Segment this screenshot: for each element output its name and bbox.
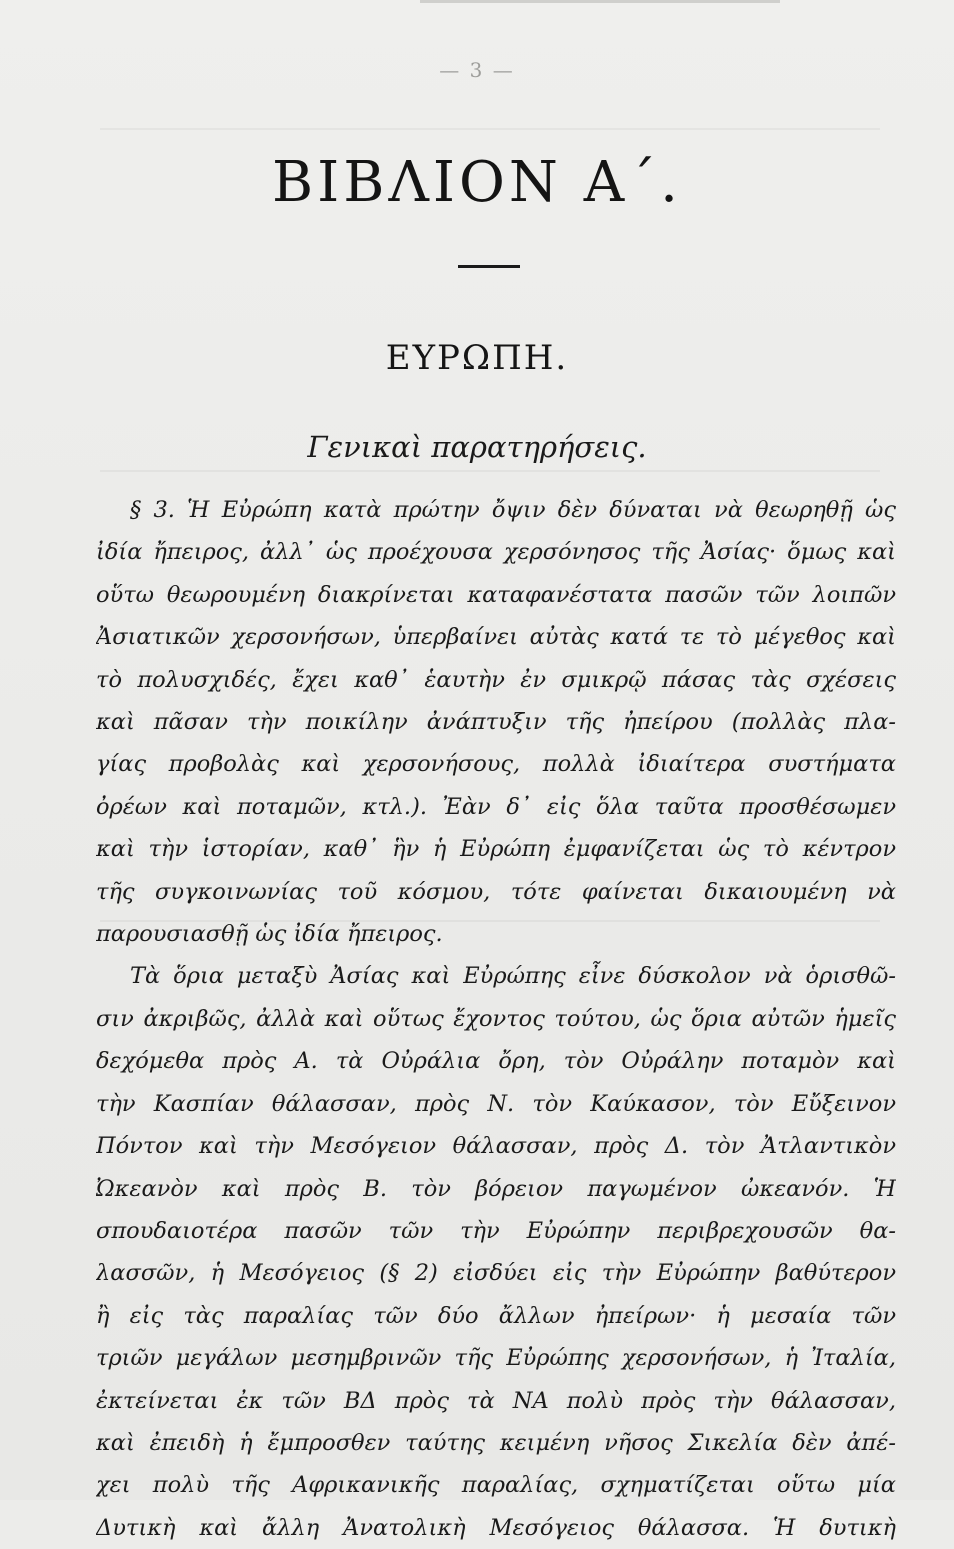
text-line: καὶ τὴν ἱστορίαν, καθ᾽ ἣν ἡ Εὐρώπη ἐμφανίζεται ὡς τὸ κέντρον bbox=[96, 836, 896, 863]
text-line: χει πολὺ τῆς Αφρικανικῆς παραλίας, σχηματίζεται οὕτω μία bbox=[96, 1472, 896, 1499]
text-line: Ἀσιατικῶν χερσονήσων, ὑπερβαίνει αὐτὰς κατά τε τὸ μέγεθος καὶ bbox=[96, 624, 896, 651]
body-text bbox=[96, 489, 896, 1549]
page-top-edge bbox=[420, 0, 780, 3]
text-line: καὶ ἐπειδὴ ἡ ἔμπροσθεν ταύτης κειμένη νῆσος Σικελία δὲν ἀπέ- bbox=[96, 1429, 896, 1456]
text-line: ἐκτείνεται ἐκ τῶν ΒΔ πρὸς τὰ ΝΑ πολὺ πρὸς τὴν θάλασσαν, bbox=[96, 1387, 896, 1414]
text-line: Τὰ ὅρια μεταξὺ Ἀσίας καὶ Εὐρώπης εἶνε δύσκολον νὰ ὁρισθῶ- bbox=[130, 963, 896, 990]
section-title: ΕΥΡΩΠΗ. bbox=[385, 338, 569, 378]
section-subtitle: Γενικαὶ παρατηρήσεις. bbox=[307, 430, 647, 464]
text-line: Ὠκεανὸν καὶ πρὸς Β. τὸν βόρειον παγωμένον ὠκεανόν. Ἡ bbox=[96, 1175, 896, 1202]
book-title: ΒΙΒΛΙΟΝ Α΄. bbox=[272, 150, 682, 215]
text-line: ἰδία ἤπειρος, ἀλλ᾽ ὡς προέχουσα χερσόνησος τῆς Ἀσίας· ὅμως καὶ bbox=[96, 539, 896, 566]
text-line: Δυτικὴ καὶ ἄλλη Ἀνατολικὴ Μεσόγειος θάλασσα. Ἡ δυτικὴ bbox=[96, 1514, 896, 1541]
paragraph bbox=[96, 489, 896, 955]
text-line: δεχόμεθα πρὸς Α. τὰ Οὐράλια ὄρη, τὸν Οὐράλην ποταμὸν καὶ bbox=[96, 1048, 896, 1075]
text-line: παρουσιασθῇ ὡς ἰδία ἤπειρος. bbox=[96, 921, 443, 948]
page-number: — 3 — bbox=[439, 58, 515, 82]
title-underline bbox=[458, 265, 520, 268]
text-line: τὴν Κασπίαν θάλασσαν, πρὸς Ν. τὸν Καύκασον, τὸν Εὔξεινον bbox=[96, 1090, 896, 1117]
paragraph bbox=[96, 955, 896, 1549]
text-line: σιν ἀκριβῶς, ἀλλὰ καὶ οὕτως ἔχοντος τούτου, ὡς ὅρια αὐτῶν ἡμεῖς bbox=[96, 1005, 896, 1032]
text-line: Πόντον καὶ τὴν Μεσόγειον θάλασσαν, πρὸς Δ. τὸν Ἀτλαντικὸν bbox=[96, 1133, 896, 1160]
text-line: ὀρέων καὶ ποταμῶν, κτλ.). Ἐὰν δ᾽ εἰς ὅλα ταῦτα προσθέσωμεν bbox=[96, 793, 896, 820]
text-line: οὕτω θεωρουμένη διακρίνεται καταφανέστατα πασῶν τῶν λοιπῶν bbox=[96, 581, 896, 608]
text-line: τριῶν μεγάλων μεσημβρινῶν τῆς Εὐρώπης χερσονήσων, ἡ Ἰταλία, bbox=[96, 1345, 896, 1372]
text-line: γίας προβολὰς καὶ χερσονήσους, πολλὰ ἰδιαίτερα συστήματα bbox=[96, 751, 896, 778]
text-line: τῆς συγκοινωνίας τοῦ κόσμου, τότε φαίνεται δικαιουμένη νὰ bbox=[96, 878, 896, 905]
bleed-through-shadow bbox=[100, 128, 880, 130]
text-line: ἢ εἰς τὰς παραλίας τῶν δύο ἄλλων ἠπείρων· ἡ μεσαία τῶν bbox=[96, 1302, 896, 1329]
bleed-through-shadow bbox=[100, 470, 880, 472]
text-line: καὶ πᾶσαν τὴν ποικίλην ἀνάπτυξιν τῆς ἠπείρου (πολλὰς πλα- bbox=[96, 709, 896, 736]
text-line: τὸ πολυσχιδές, ἔχει καθ᾽ ἑαυτὴν ἐν σμικρῷ πάσας τὰς σχέσεις bbox=[96, 666, 896, 693]
text-line: § 3. Ἡ Εὐρώπη κατὰ πρώτην ὄψιν δὲν δύναται νὰ θεωρηθῇ ὡς bbox=[130, 497, 896, 523]
text-line: λασσῶν, ἡ Μεσόγειος (§ 2) εἰσδύει εἰς τὴν Εὐρώπην βαθύτερον bbox=[96, 1260, 896, 1287]
text-line: σπουδαιοτέρα πασῶν τῶν τὴν Εὐρώπην περιβρεχουσῶν θα- bbox=[96, 1217, 896, 1244]
